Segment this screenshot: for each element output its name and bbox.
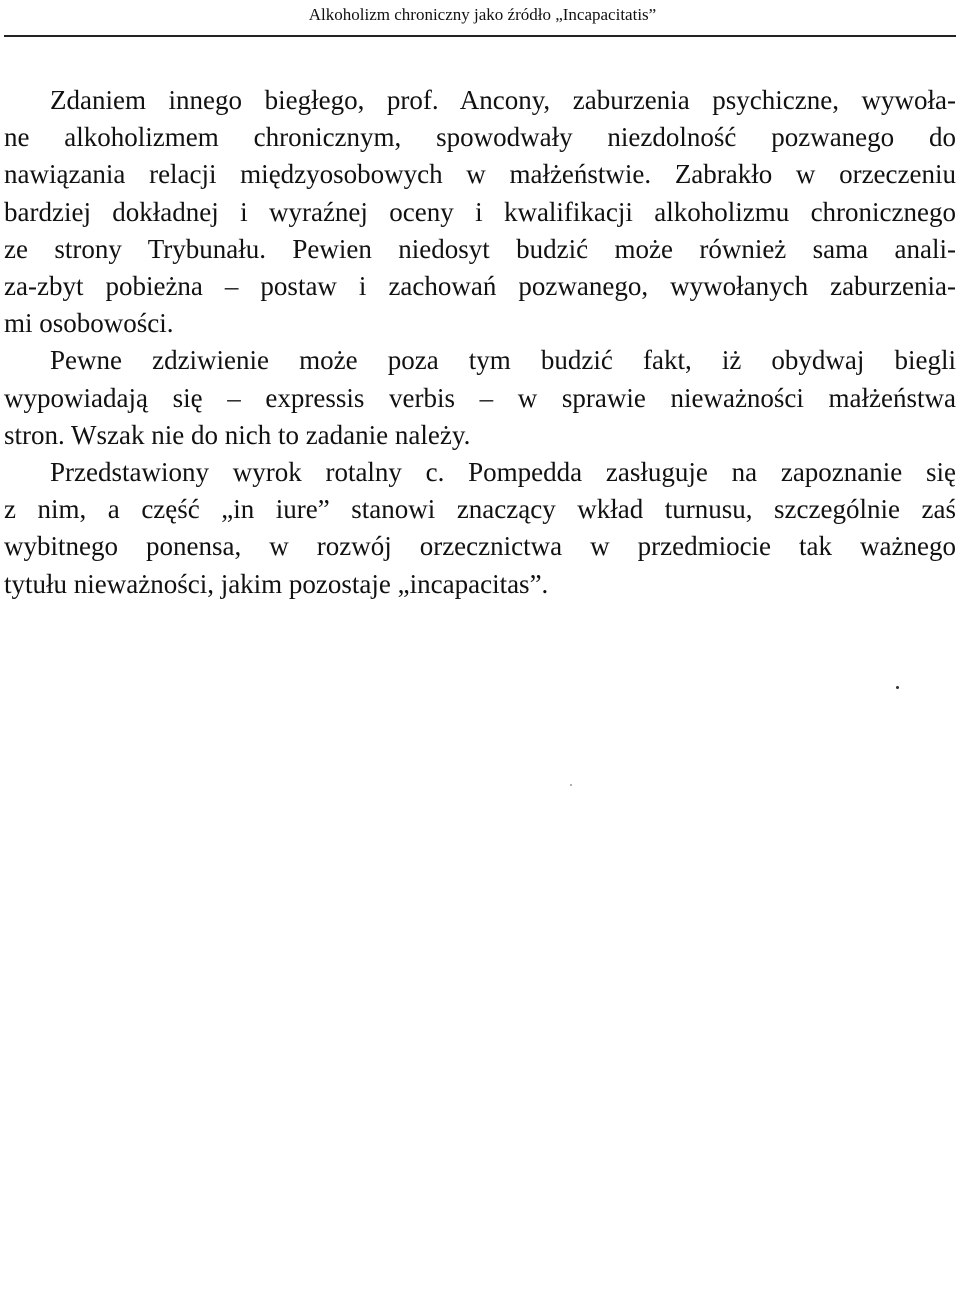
- scan-speck: [896, 686, 899, 689]
- text-line: ze strony Trybunału. Pewien niedosyt budzić może również sama anali-: [4, 233, 956, 264]
- text-line: ne alkoholizmem chronicznym, spowodwały niezdolność pozwanego do: [4, 122, 956, 153]
- text-line: wybitnego ponensa, w rozwój orzecznictwa w przedmiocie tak ważnego: [4, 531, 956, 562]
- text-line: bardziej dokładnej i wyraźnej oceny i kwalifikacji alkoholizmu chronicznego: [4, 196, 956, 227]
- text-line: Pewne zdziwienie może poza tym budzić fakt, iż obydwaj biegli: [50, 345, 956, 376]
- scan-speck: [570, 784, 572, 786]
- text-line: wypowiadają się – expressis verbis – w sprawie nieważności małżeństwa: [4, 382, 956, 413]
- text-line: nawiązania relacji międzyosobowych w małżeństwie. Zabrakło w orzeczeniu: [4, 159, 956, 190]
- text-line: stron. Wszak nie do nich to zadanie należy.: [4, 419, 471, 450]
- running-header: Alkoholizm chroniczny jako źródło „Incapacitatis”: [308, 5, 657, 24]
- body-text: [4, 82, 956, 603]
- paragraph-3: [4, 454, 956, 603]
- text-line: z nim, a część „in iure” stanowi znaczący wkład turnusu, szczególnie zaś: [4, 494, 956, 525]
- text-line: Przedstawiony wyrok rotalny c. Pompedda zasługuje na zapoznanie się: [50, 457, 956, 488]
- header-rule: [4, 35, 956, 37]
- paragraph-2: [4, 342, 956, 454]
- text-line: tytułu nieważności, jakim pozostaje „incapacitas”.: [4, 568, 549, 599]
- text-line: mi osobowości.: [4, 308, 174, 339]
- text-line: Zdaniem innego biegłego, prof. Ancony, zaburzenia psychiczne, wywoła-: [50, 85, 956, 115]
- text-line: za-zbyt pobieżna – postaw i zachowań pozwanego, wywołanych zaburzenia-: [4, 271, 956, 302]
- paragraph-1: [4, 82, 956, 342]
